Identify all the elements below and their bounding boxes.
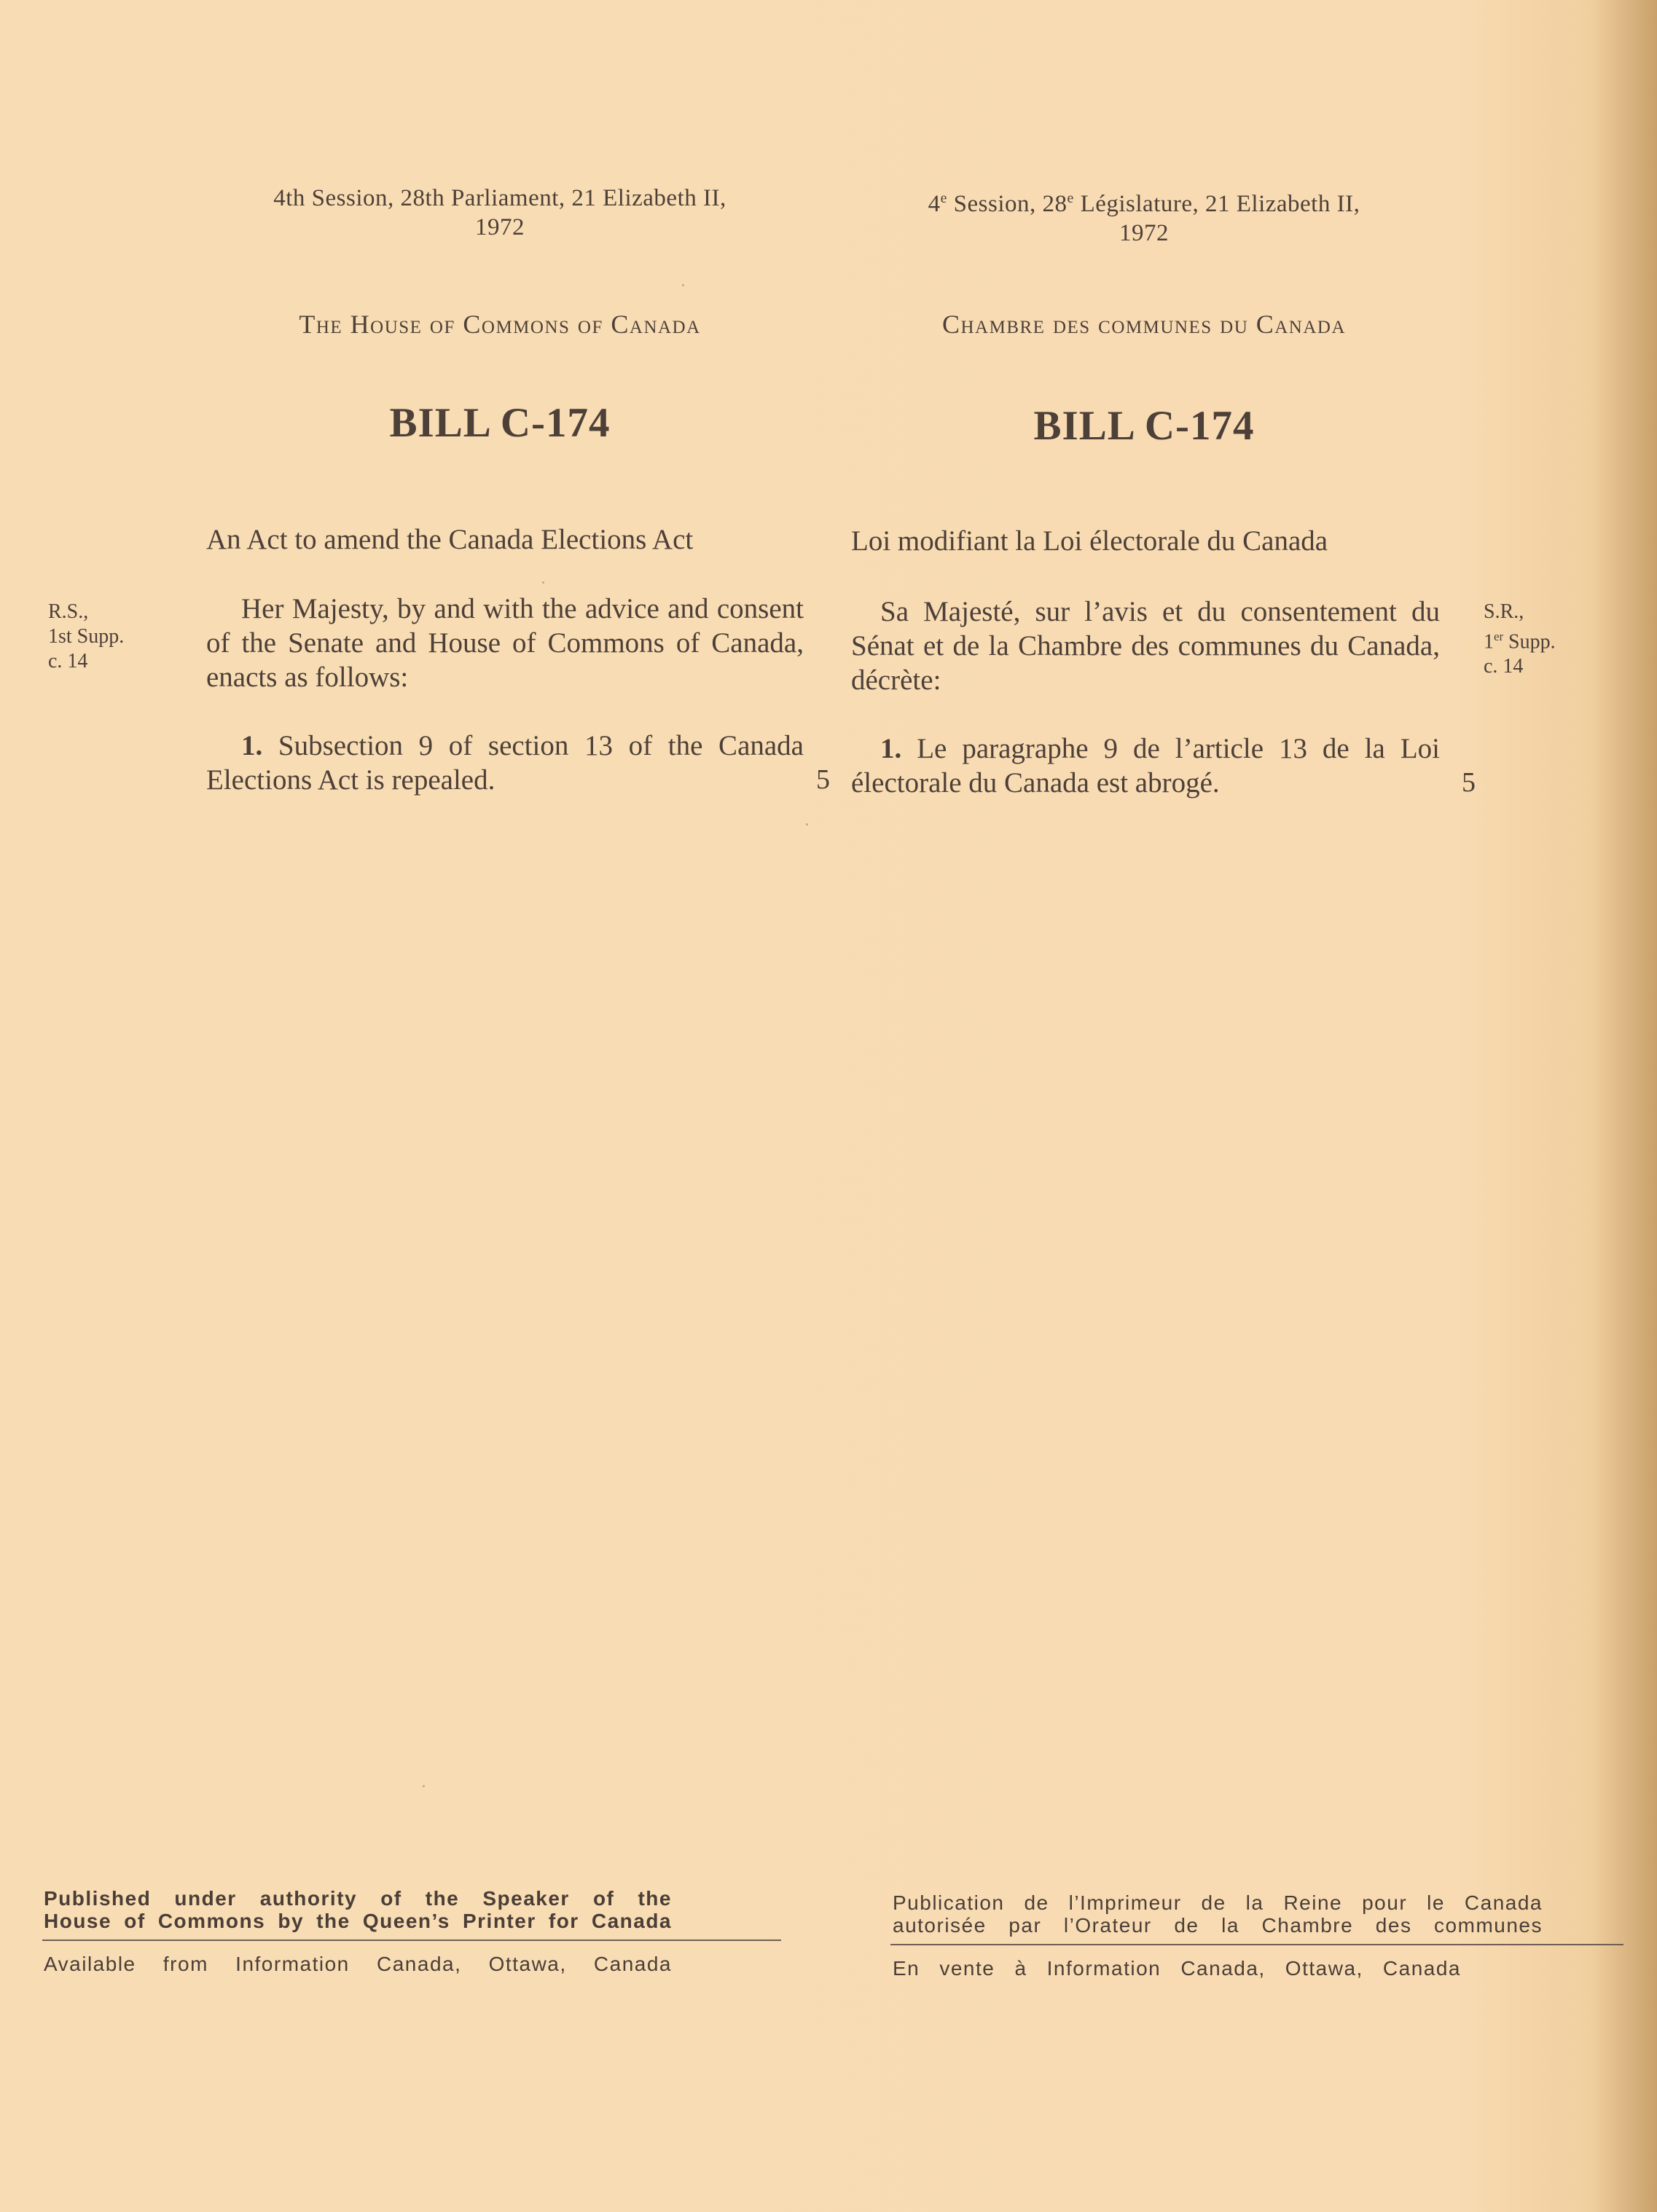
- fr-footer-line2: autorisée par l’Orateur de la Chambre des communes: [893, 1914, 1543, 1937]
- en-margin-note-line1: R.S.,: [48, 600, 89, 623]
- en-footer-line2: House of Commons by the Queen’s Printer for Canada: [44, 1910, 672, 1932]
- en-section-text: Subsection 9 of section 13 of the Canada Elections Act is repealed.: [206, 730, 804, 796]
- fr-margin-note: [1484, 600, 1556, 679]
- en-house-heading: The House of Commons of Canada: [299, 310, 701, 339]
- fr-session-line: [845, 184, 1443, 248]
- fr-session-year: 1972: [1119, 220, 1169, 246]
- en-footer-publisher: [44, 1887, 672, 1932]
- en-bill-number: BILL C-174: [389, 400, 611, 446]
- en-margin-note-line2: 1st Supp.: [48, 625, 125, 648]
- fr-section-1: [851, 732, 1440, 800]
- en-margin-note: [48, 600, 124, 674]
- fr-enacting-clause: Sa Majesté, sur l’avis et du consentement du Sénat et de la Chambre des communes du Canada, décrète:: [851, 596, 1440, 696]
- fr-bill-number: BILL C-174: [1033, 403, 1255, 449]
- fr-section-text: Le paragraphe 9 de l’article 13 de la Loi électorale du Canada est abrogé.: [851, 733, 1440, 799]
- fr-footer-line1: Publication de l’Imprimeur de la Reine pour le Canada: [893, 1891, 1543, 1914]
- fr-line-number: 5: [1462, 767, 1476, 798]
- en-margin-note-line3: c. 14: [48, 650, 88, 672]
- en-section-number: 1.: [241, 730, 263, 761]
- fr-margin-note-line1: S.R.,: [1484, 600, 1524, 623]
- fr-session-text: 4e Session, 28e Législature, 21 Elizabeth II,: [928, 190, 1360, 217]
- fr-margin-note-line2: 1er Supp.: [1484, 630, 1556, 654]
- en-session-line: [201, 184, 799, 242]
- en-footer-line1: Published under authority of the Speaker of the: [44, 1887, 672, 1910]
- fr-footer-available: En vente à Information Canada, Ottawa, Canada: [893, 1957, 1461, 1980]
- fr-footer-publisher: [893, 1891, 1543, 1937]
- fr-margin-note-line3: c. 14: [1484, 655, 1524, 678]
- fr-house-heading: Chambre des communes du Canada: [941, 310, 1347, 339]
- en-bill-title: An Act to amend the Canada Elections Act: [206, 524, 694, 555]
- fr-footer-rule: [890, 1944, 1623, 1945]
- en-section-1: [206, 729, 804, 797]
- en-session-text: 4th Session, 28th Parliament, 21 Elizabeth II,: [273, 185, 726, 211]
- en-footer-rule: [42, 1940, 781, 1941]
- fr-section-number: 1.: [880, 733, 902, 764]
- en-line-number: 5: [816, 764, 830, 795]
- en-enacting-clause: Her Majesty, by and with the advice and consent of the Senate and House of Commons of Canada, enacts as follows:: [206, 593, 804, 693]
- en-footer-available: Available from Information Canada, Ottawa, Canada: [44, 1953, 672, 1975]
- fr-bill-title: Loi modifiant la Loi électorale du Canada: [851, 525, 1328, 557]
- en-session-year: 1972: [475, 214, 525, 240]
